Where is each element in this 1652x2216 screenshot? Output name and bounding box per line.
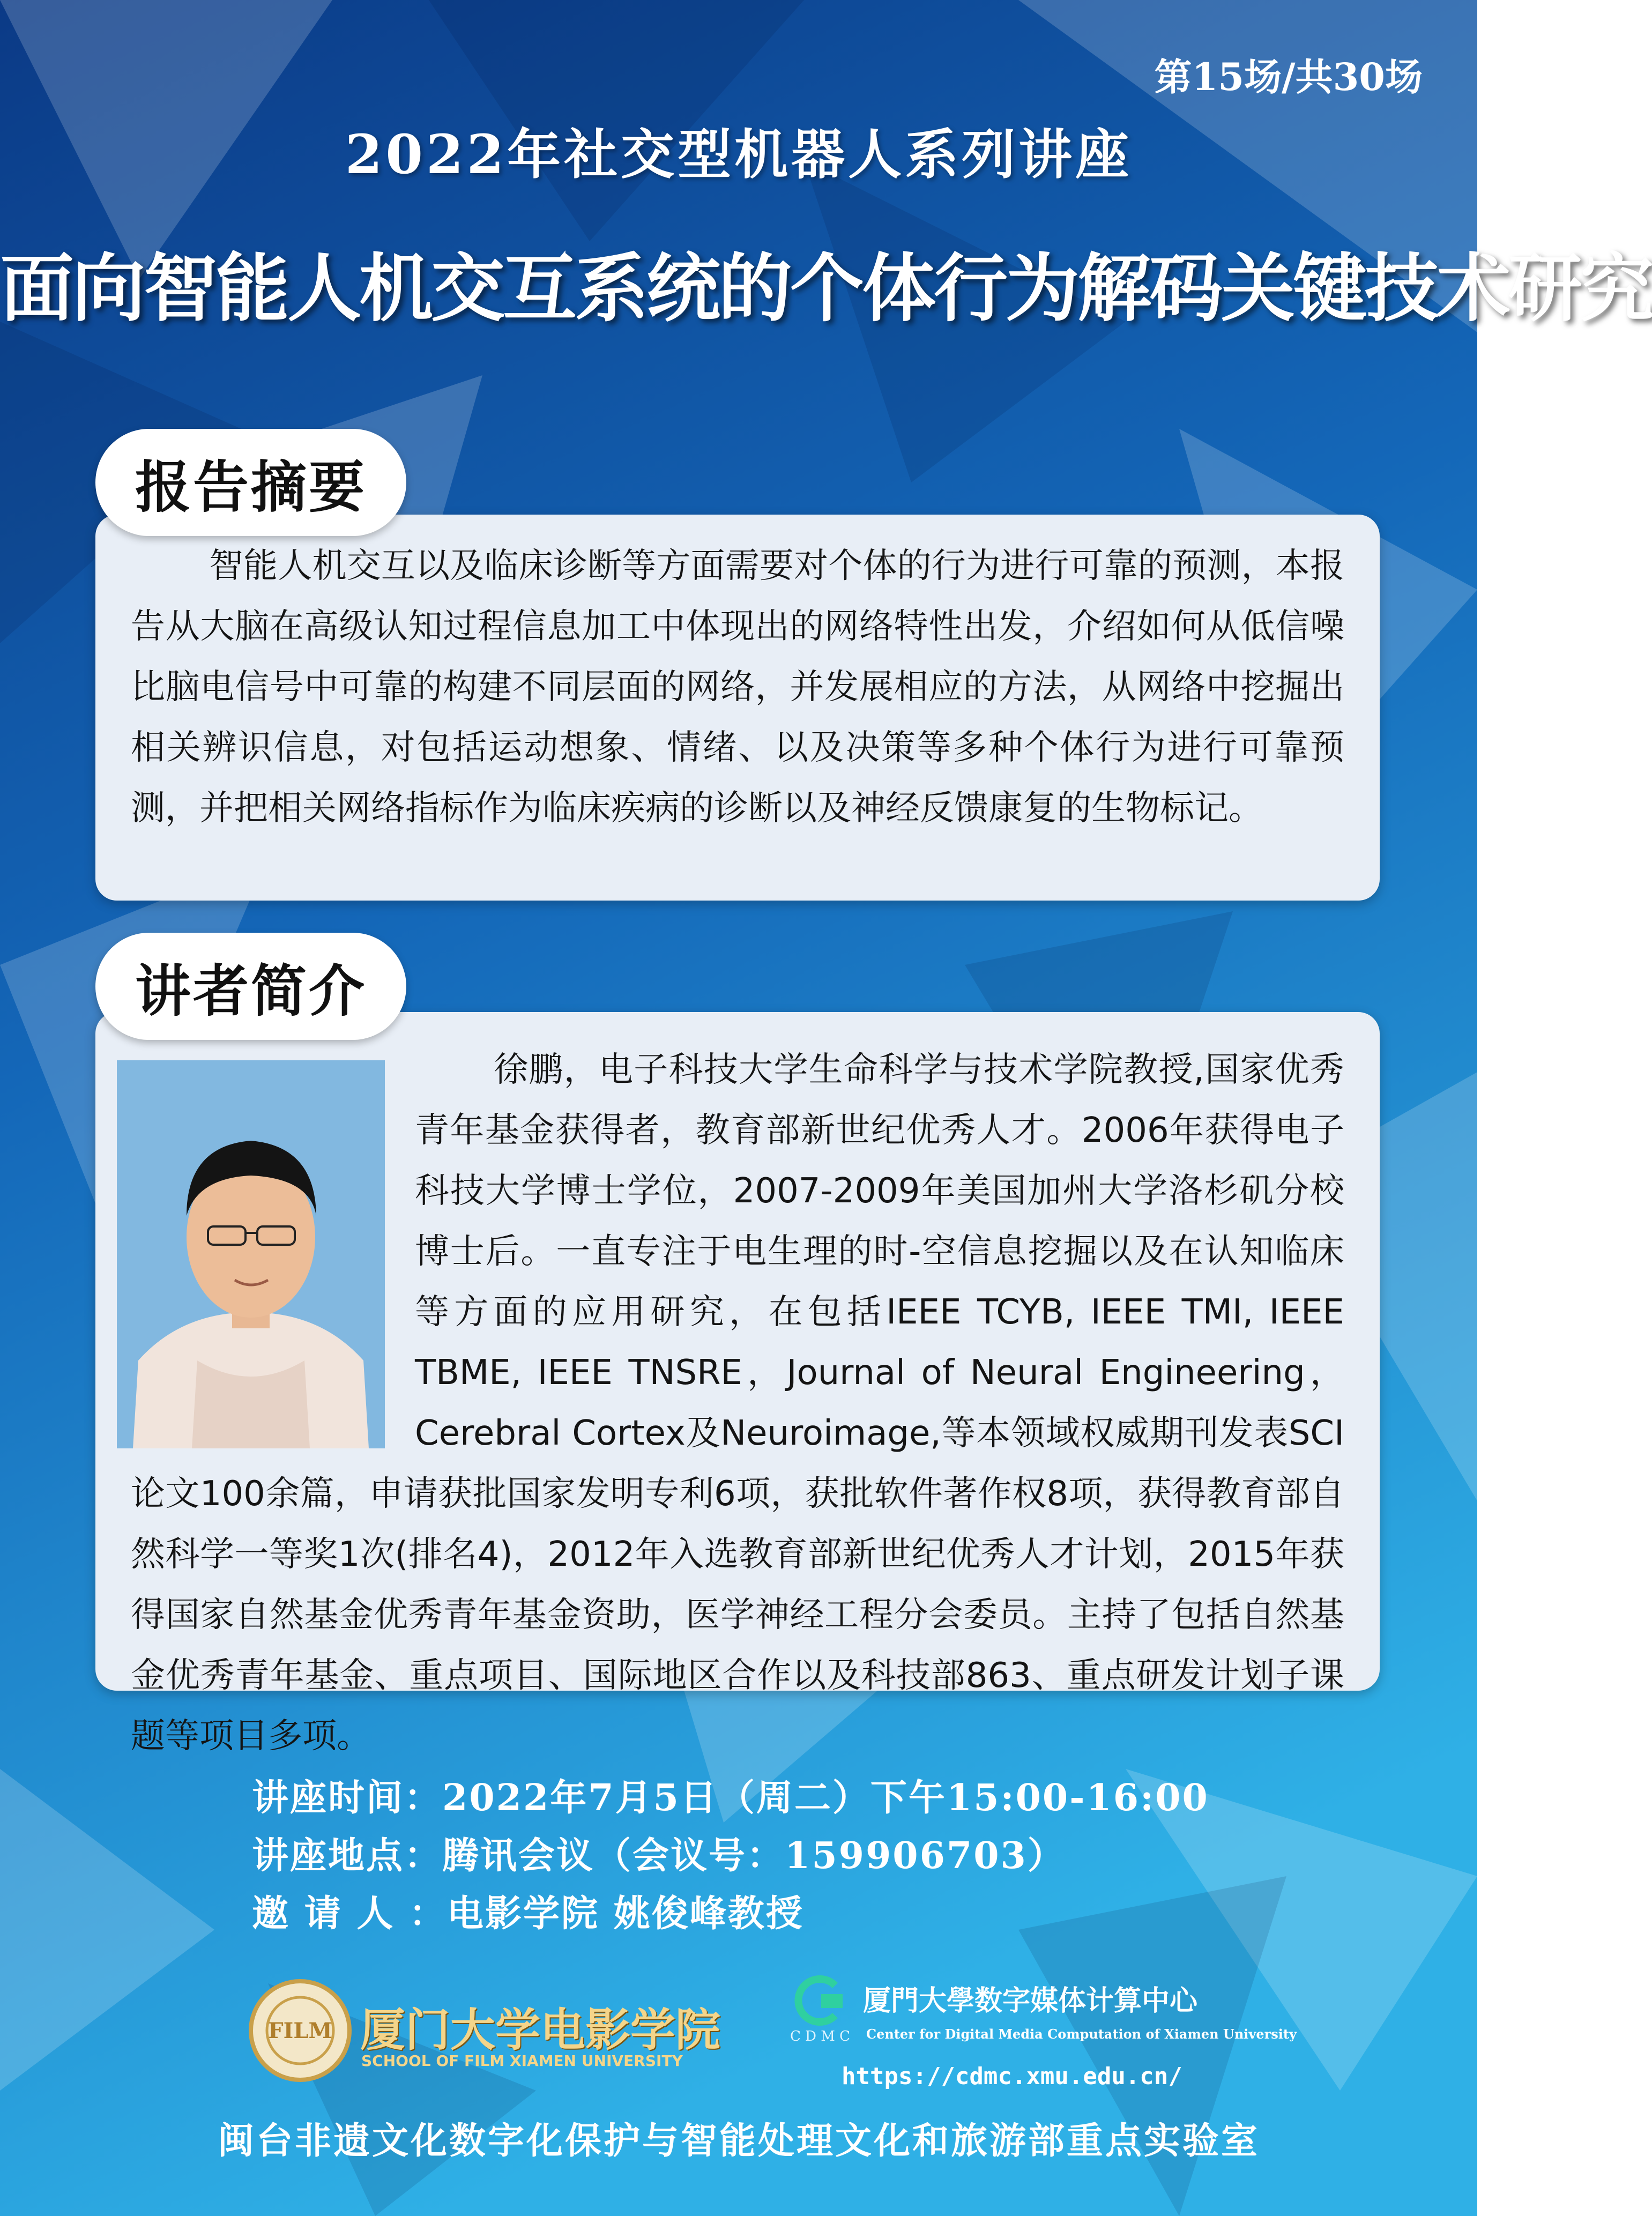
series-title: 2022年社交型机器人系列讲座: [345, 123, 1133, 186]
cdmc-emblem-icon: [793, 1975, 852, 2026]
lecture-title: 面向智能人机交互系统的个体行为解码关键技术研究: [0, 244, 1652, 332]
lab-name: 闽台非遗文化数字化保护与智能处理文化和旅游部重点实验室: [217, 2120, 1260, 2162]
speaker-heading: 讲者简介: [95, 933, 406, 1040]
film-school-logo: [248, 1978, 721, 2085]
film-seal-text: FILM: [268, 2018, 332, 2043]
lecture-venue: 讲座地点：腾讯会议（会议号：159906703）: [252, 1834, 1066, 1877]
speaker-bio: [131, 1040, 1344, 1767]
film-school-seal-icon: [248, 1978, 353, 2083]
cdmc-abbr: C D M C: [790, 2028, 851, 2044]
cdmc-name-cn: 厦門大學数字媒体计算中心: [863, 1985, 1198, 2017]
cdmc-name-en: Center for Digital Media Computation of Xiamen University: [866, 2026, 1297, 2042]
abstract-heading: 报告摘要: [95, 429, 406, 536]
speaker-bio-text: 徐鹏，电子科技大学生命科学与技术学院教授,国家优秀青年基金获得者，教育部新世纪优秀人才。2006年获得电子科技大学博士学位，2007-2009年美国加州大学洛杉矶分校博士后。一直专注于电生理的时-空信息挖掘以及在认知临床等方面的应用研究，在包括IEEE TCYB, IEEE TMI, IEEE TBME, IEEE TNSRE，Journal of Neural Engineering，Cerebral Cortex及Neuroimage,等本领域权威期刊发表SCI论文100余篇，申请获批国家发明专利6项，获批软件著作权8项，获得教育部自然科学一等奖1次(排名4)，2012年入选教育部新世纪优秀人才计划，2015年获得国家自然基金优秀青年基金资助，医学神经工程分会委员。主持了包括自然基金优秀青年基金、重点项目、国际地区合作以及科技部863、重点研发计划子课题等项目多项。: [131, 1050, 1344, 1756]
session-count: 第15场/共30场: [1154, 55, 1423, 99]
website-url[interactable]: https://cdmc.xmu.edu.cn/: [842, 2063, 1182, 2090]
film-school-name-cn: 厦门大学电影学院: [360, 2004, 721, 2056]
lecture-host: 邀 请 人 ：电影学院 姚俊峰教授: [252, 1892, 804, 1935]
lecture-time: 讲座时间：2022年7月5日（周二）下午15:00-16:00: [252, 1776, 1209, 1819]
photo-wrap-space: [131, 1040, 415, 1447]
abstract-text: 智能人机交互以及临床诊断等方面需要对个体的行为进行可靠的预测，本报告从大脑在高级认知过程信息加工中体现出的网络特性出发，介绍如何从低信噪比脑电信号中可靠的构建不同层面的网络，并发展相应的方法，从网络中挖掘出相关辨识信息，对包括运动想象、情绪、以及决策等多种个体行为进行可靠预测，并把相关网络指标作为临床疾病的诊断以及神经反馈康复的生物标记。: [131, 546, 1344, 828]
cdmc-logo: [788, 1973, 1297, 2058]
film-school-name-en: SCHOOL OF FILM XIAMEN UNIVERSITY: [361, 2052, 683, 2070]
